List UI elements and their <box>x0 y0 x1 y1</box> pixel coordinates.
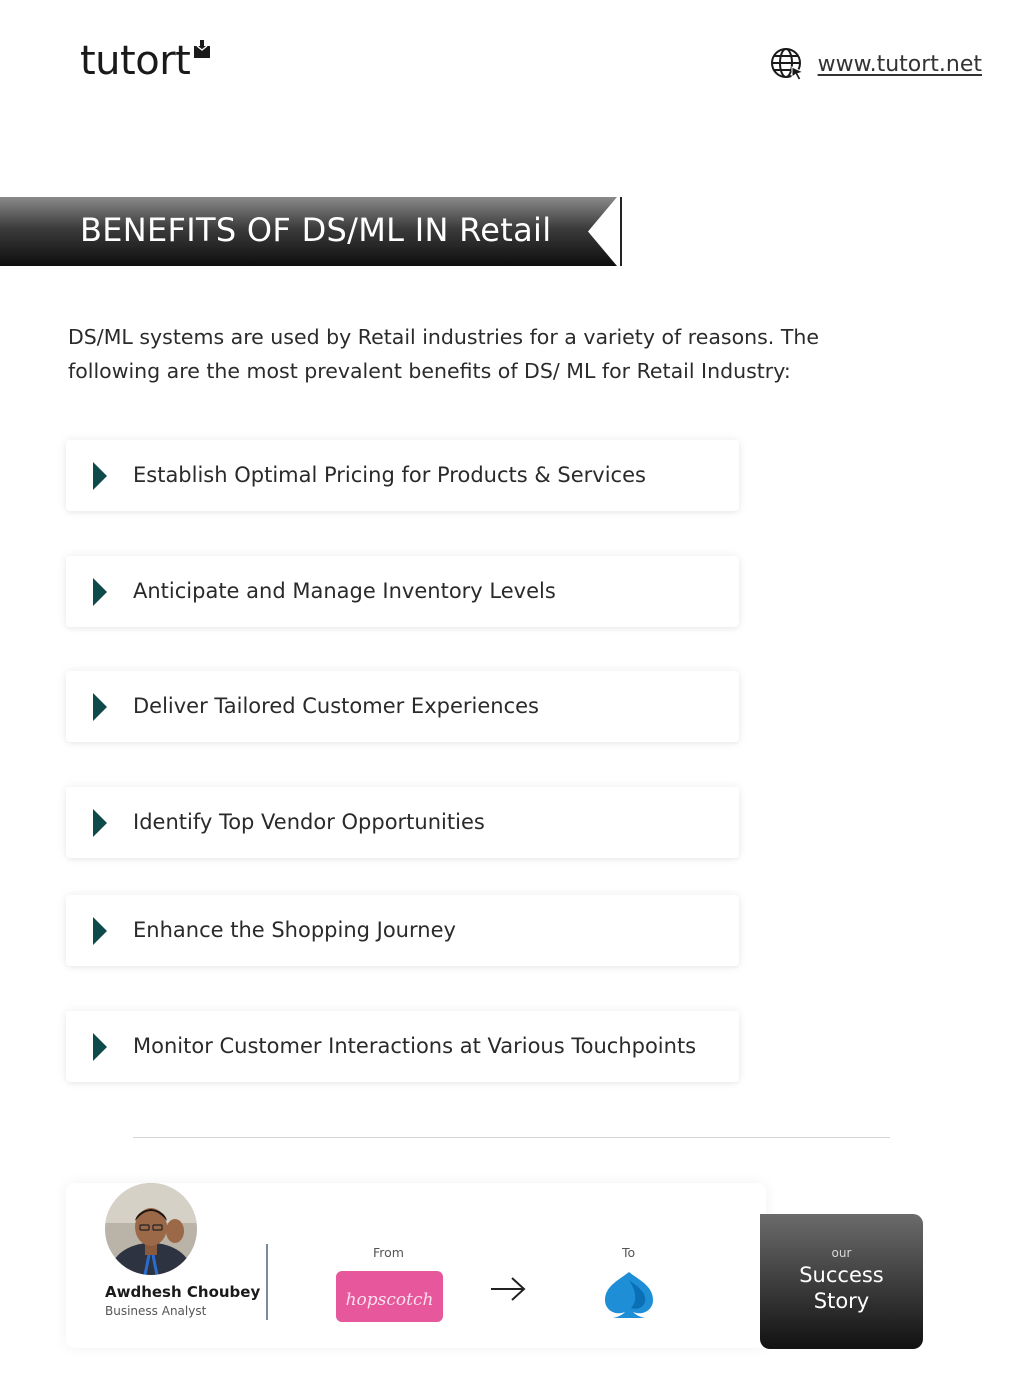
intro-paragraph: DS/ML systems are used by Retail industries for a variety of reasons. The following are the most prevalent benefits of DS/ ML for Retail Industry: <box>68 325 819 383</box>
avatar <box>105 1183 197 1275</box>
caret-right-icon <box>93 578 107 606</box>
benefit-label: Monitor Customer Interactions at Various Touchpoints <box>133 1034 697 1058</box>
benefit-item <box>66 440 739 511</box>
arrow-right-icon <box>490 1276 526 1302</box>
website-link-group[interactable] <box>770 46 982 82</box>
person-photo <box>105 1183 197 1275</box>
benefit-label: Enhance the Shopping Journey <box>133 918 456 942</box>
person-name: Awdhesh Choubey <box>105 1283 261 1301</box>
caret-right-icon <box>93 693 107 721</box>
section-banner <box>0 197 622 266</box>
from-label: From <box>373 1245 404 1260</box>
badge-line-2: Story <box>813 1289 870 1313</box>
logo-mark-icon <box>194 40 210 58</box>
benefit-label: Anticipate and Manage Inventory Levels <box>133 579 556 603</box>
page-title: BENEFITS OF DS/ML IN Retail <box>80 211 552 249</box>
success-story-badge <box>760 1214 923 1349</box>
badge-title <box>760 1262 923 1314</box>
globe-icon <box>770 46 806 82</box>
website-link[interactable]: www.tutort.net <box>817 51 982 77</box>
caret-right-icon <box>93 917 107 945</box>
benefit-label: Identify Top Vendor Opportunities <box>133 810 485 834</box>
divider <box>133 1137 890 1138</box>
caret-right-icon <box>93 1033 107 1061</box>
badge-line-1: Success <box>799 1263 884 1287</box>
header <box>0 0 1024 120</box>
tutort-logo[interactable]: tutort <box>80 38 191 84</box>
benefit-item <box>66 671 739 742</box>
capgemini-spade-logo-icon <box>601 1270 657 1318</box>
benefit-item <box>66 895 739 966</box>
to-label: To <box>622 1245 636 1260</box>
badge-small-text: our <box>831 1246 852 1260</box>
benefit-item <box>66 556 739 627</box>
caret-right-icon <box>93 809 107 837</box>
hopscotch-logo <box>336 1271 443 1322</box>
vertical-divider <box>266 1244 268 1320</box>
person-role: Business Analyst <box>105 1304 207 1318</box>
caret-right-icon <box>93 462 107 490</box>
benefit-label: Deliver Tailored Customer Experiences <box>133 694 539 718</box>
from-company-name: hopscotch <box>345 1290 434 1310</box>
benefit-label: Establish Optimal Pricing for Products & Services <box>133 463 646 487</box>
benefit-item <box>66 1011 739 1082</box>
benefit-item <box>66 787 739 858</box>
